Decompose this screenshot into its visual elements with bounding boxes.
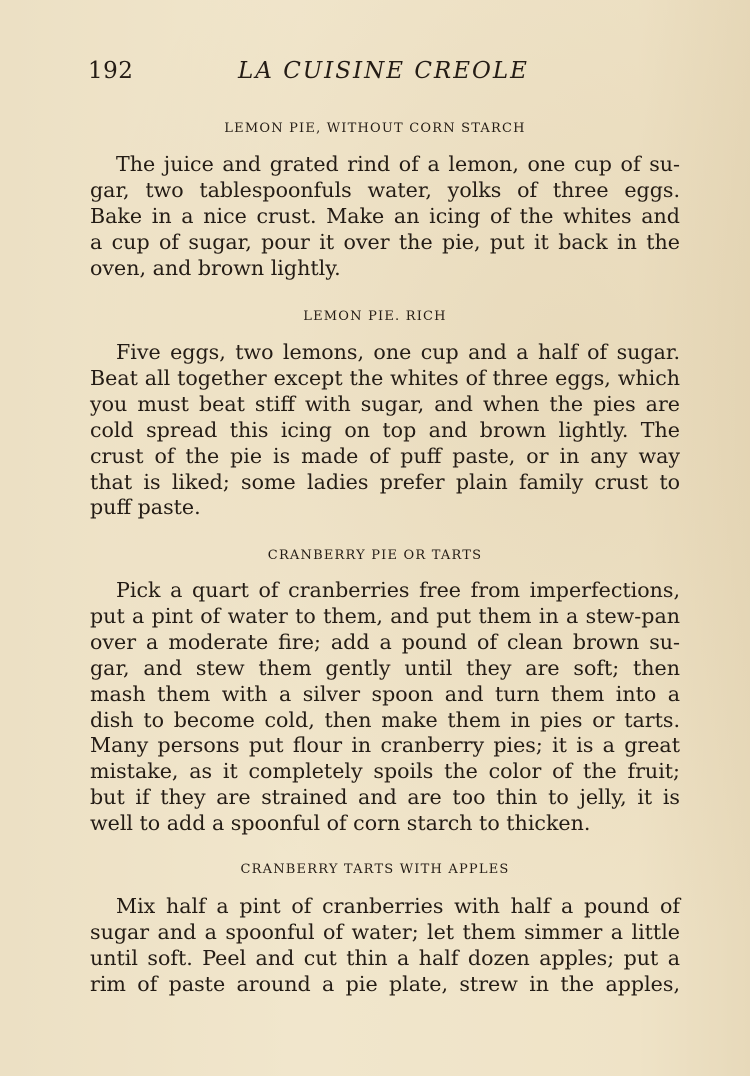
text-line: Mix half a pint of cranberries with half a pound of: [116, 894, 680, 918]
text-line: put a pint of water to them, and put them in a stew-pan: [90, 603, 680, 628]
paragraph-cranberry-pie-or-tarts: [90, 578, 680, 837]
heading-cranberry-pie-or-tarts: CRANBERRY PIE OR TARTS: [267, 548, 483, 563]
text-line: you must beat stiff with sugar, and when the pies are: [90, 391, 680, 416]
text-line: gar, and stew them gently until they are soft; then: [90, 655, 680, 680]
paragraph-lemon-pie-without-corn-starch: [90, 152, 680, 282]
text-line: crust of the pie is made of puff paste, or in any way: [90, 443, 680, 468]
paragraph-lemon-pie-rich: [90, 340, 680, 521]
text-line: that is liked; some ladies prefer plain family crust to: [90, 469, 680, 494]
text-line: rim of paste around a pie plate, strew in the apples,: [90, 971, 680, 996]
heading-lemon-pie-rich: LEMON PIE. RICH: [303, 309, 447, 324]
text-line: cold spread this icing on top and brown lightly. The: [90, 417, 680, 442]
heading-lemon-pie-without-corn-starch: LEMON PIE, WITHOUT CORN STARCH: [224, 121, 526, 136]
text-line: oven, and brown lightly.: [90, 255, 341, 280]
heading-cranberry-tarts-with-apples: CRANBERRY TARTS WITH APPLES: [240, 862, 510, 877]
text-line: Many persons put flour in cranberry pies; it is a great: [90, 733, 680, 758]
text-line: Pick a quart of cranberries free from imperfections,: [116, 578, 680, 602]
text-line: Five eggs, two lemons, one cup and a half of sugar.: [116, 340, 680, 364]
text-line: mash them with a silver spoon and turn them into a: [90, 681, 680, 706]
text-line: sugar and a spoonful of water; let them simmer a little: [90, 919, 680, 944]
text-line: over a moderate fire; add a pound of clean brown su-: [90, 629, 680, 654]
paragraph-cranberry-tarts-with-apples: [90, 894, 680, 998]
text-line: Bake in a nice crust. Make an icing of the whites and: [90, 203, 680, 228]
text-line: dish to become cold, then make them in pies or tarts.: [90, 707, 680, 732]
text-line: mistake, as it completely spoils the color of the fruit;: [90, 759, 680, 784]
text-line: a cup of sugar, pour it over the pie, put it back in the: [90, 229, 680, 254]
text-line: The juice and grated rind of a lemon, one cup of su-: [116, 152, 680, 176]
running-title: LA CUISINE CREOLE: [238, 58, 529, 84]
page-header: [88, 58, 678, 92]
text-line: but if they are strained and are too thin to jelly, it is: [90, 785, 680, 810]
text-line: gar, two tablespoonfuls water, yolks of three eggs.: [90, 177, 680, 202]
text-line: puff paste.: [90, 495, 201, 520]
text-line: until soft. Peel and cut thin a half dozen apples; put a: [90, 945, 680, 970]
text-line: Beat all together except the whites of three eggs, which: [90, 365, 680, 390]
page-number: 192: [88, 58, 134, 84]
text-line: well to add a spoonful of corn starch to thicken.: [90, 811, 591, 836]
